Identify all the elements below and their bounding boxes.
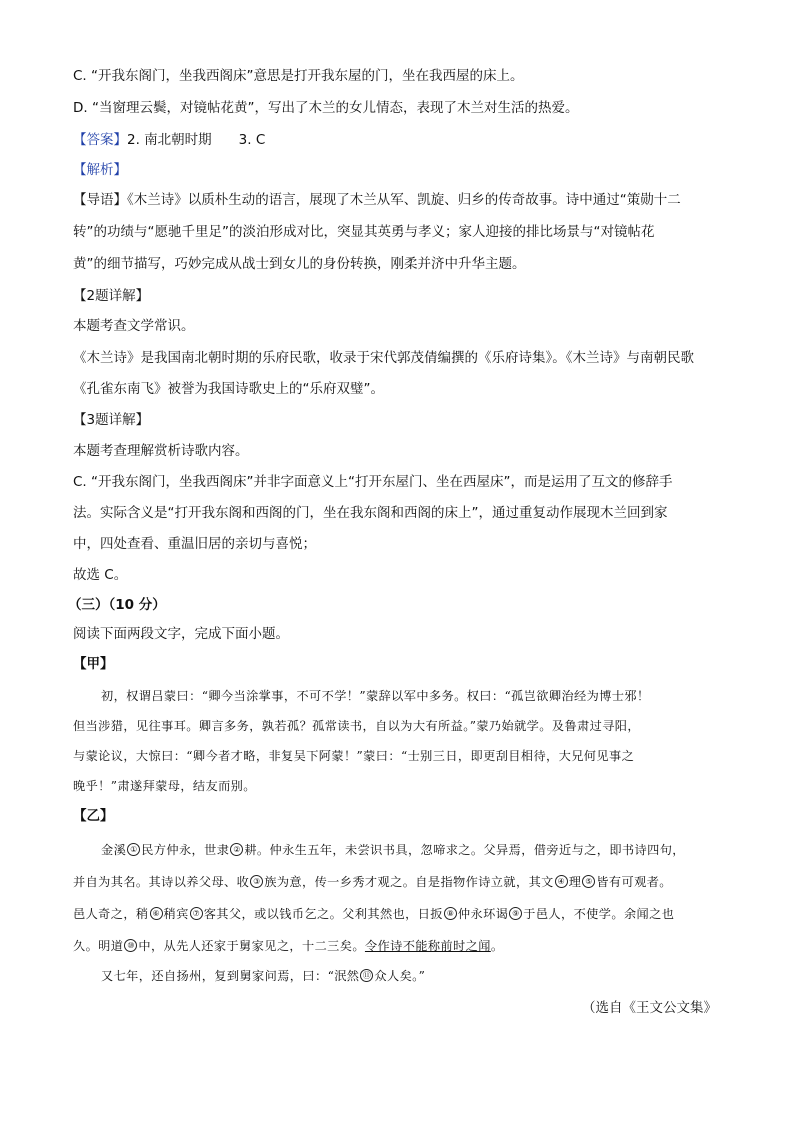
footnote-marker: ⑪ <box>360 969 373 982</box>
passage-jia-tag: 【甲】 <box>73 656 114 672</box>
option-d: D. “当窗理云鬓，对镜帖花黄”，写出了木兰的女儿情态，表现了木兰对生活的热爱。 <box>73 100 579 116</box>
guide-line-3: 黄”的细节描写，巧妙完成从战士到女儿的身份转换，刚柔并济中升华主题。 <box>73 256 526 272</box>
section-instruction: 阅读下面两段文字，完成下面小题。 <box>73 626 289 642</box>
q3-line-3: 法。实际含义是“打开我东阁和西阁的门，坐在我东阁和西阁的床上”，通过重复动作展现木兰回到家 <box>73 505 668 521</box>
guide-text-1: 《木兰诗》以质朴生动的语言，展现了木兰从军、凯旋、归乡的传奇故事。诗中通过“策勋十二 <box>127 192 681 208</box>
section-title: （三）（10 分） <box>68 597 166 613</box>
source-citation: （选自《王文公文集》 <box>582 1000 717 1016</box>
guide-tag: 【导语】 <box>73 192 127 208</box>
yi-text: 。 <box>490 939 504 953</box>
guide-line-1 <box>73 190 681 210</box>
footnote-marker: ⑦ <box>190 907 203 920</box>
yi-text: 久。明道 <box>73 939 124 953</box>
yi-text: 理 <box>568 875 582 889</box>
yi-text: 仲永环谒 <box>457 907 509 921</box>
q3-line-1: 本题考查理解赏析诗歌内容。 <box>73 443 249 459</box>
footnote-marker: ⑨ <box>509 907 522 920</box>
footnote-marker: ④ <box>555 875 568 888</box>
underlined-sentence: 令作诗不能称前时之闻 <box>364 939 491 953</box>
yi-text: 又七年，还自扬州，复到舅家问焉，曰：“泯然 <box>101 969 360 983</box>
q2-tag: 【2题详解】 <box>73 288 150 304</box>
yi-text: 民方仲永，世隶 <box>141 843 230 857</box>
answer-text: 2. 南北朝时期 3. C <box>127 132 266 148</box>
yi-text: 于邑人，不使学。余闻之也 <box>523 907 675 921</box>
q3-line-5: 故选 C。 <box>73 567 128 583</box>
footnote-marker: ⑩ <box>124 939 137 952</box>
passage-yi-tag: 【乙】 <box>73 808 114 824</box>
q3-tag: 【3题详解】 <box>73 412 150 428</box>
analysis-tag: 【解析】 <box>73 162 127 178</box>
yi-text: 客其父，或以钱币乞之。父利其然也，日扳 <box>203 907 443 921</box>
q2-line-2: 《木兰诗》是我国南北朝时期的乐府民歌，收录于宋代郭茂倩编撰的《乐府诗集》。《木兰诗》与南朝民歌 <box>73 350 694 366</box>
jia-line-3: 与蒙论议，大惊曰：“卿今者才略，非复吴下阿蒙！”蒙曰：“士别三日，即更刮目相待，大兄何见事之 <box>73 749 635 763</box>
q2-line-1: 本题考查文学常识。 <box>73 318 195 334</box>
yi-text: 众人矣。” <box>374 969 426 983</box>
q3-line-2: C. “开我东阁门，坐我西阁床”并非字面意义上“打开东屋门、坐在西屋床”，而是运用了互文的修辞手 <box>73 474 673 490</box>
q3-line-4: 中，四处查看、重温旧居的亲切与喜悦； <box>73 536 316 552</box>
footnote-marker: ⑤ <box>582 875 595 888</box>
yi-line-5 <box>101 966 763 986</box>
footnote-marker: ③ <box>250 875 263 888</box>
jia-line-1: 初，权谓吕蒙曰：“卿今当涂掌事，不可不学！”蒙辞以军中多务。权曰：“孤岂欲卿治经为博士邪！ <box>101 689 650 703</box>
yi-line-2 <box>73 872 735 892</box>
yi-text: 族为意，传一乡秀才观之。自是指物作诗立就，其文 <box>264 875 554 889</box>
footnote-marker: ⑥ <box>150 907 163 920</box>
footnote-marker: ① <box>127 843 140 856</box>
answer-line <box>73 130 265 150</box>
jia-line-2: 但当涉猎，见往事耳。卿言多务，孰若孤？孤常读书，自以为大有所益。”蒙乃始就学。及鲁肃过寻阳， <box>73 719 640 733</box>
yi-text: 稍宾 <box>163 907 189 921</box>
yi-line-1 <box>101 840 763 860</box>
footnote-marker: ⑧ <box>444 907 457 920</box>
footnote-marker: ② <box>230 843 243 856</box>
yi-line-3 <box>73 904 735 924</box>
yi-text: 并自为其名。其诗以养父母、收 <box>73 875 250 889</box>
q2-line-3: 《孔雀东南飞》被誉为我国诗歌史上的“乐府双璧”。 <box>73 381 384 397</box>
answer-tag: 【答案】 <box>73 132 127 148</box>
guide-line-2: 转”的功绩与“愿驰千里足”的淡泊形成对比，突显其英勇与孝义；家人迎接的排比场景与“对镜帖花 <box>73 224 655 240</box>
yi-text: 金溪 <box>101 843 127 857</box>
option-c: C. “开我东阁门，坐我西阁床”意思是打开我东屋的门，坐在我西屋的床上。 <box>73 68 524 84</box>
yi-text: 耕。仲永生五年，未尝识书具，忽啼求之。父异焉，借旁近与之，即书诗四句， <box>244 843 685 857</box>
yi-text: 邑人奇之，稍 <box>73 907 149 921</box>
jia-line-4: 晚乎！”肃遂拜蒙母，结友而别。 <box>73 779 256 793</box>
yi-line-4 <box>73 936 735 956</box>
yi-text: 皆有可观者。 <box>596 875 672 889</box>
yi-text: 中，从先人还家于舅家见之，十二三矣。 <box>138 939 365 953</box>
